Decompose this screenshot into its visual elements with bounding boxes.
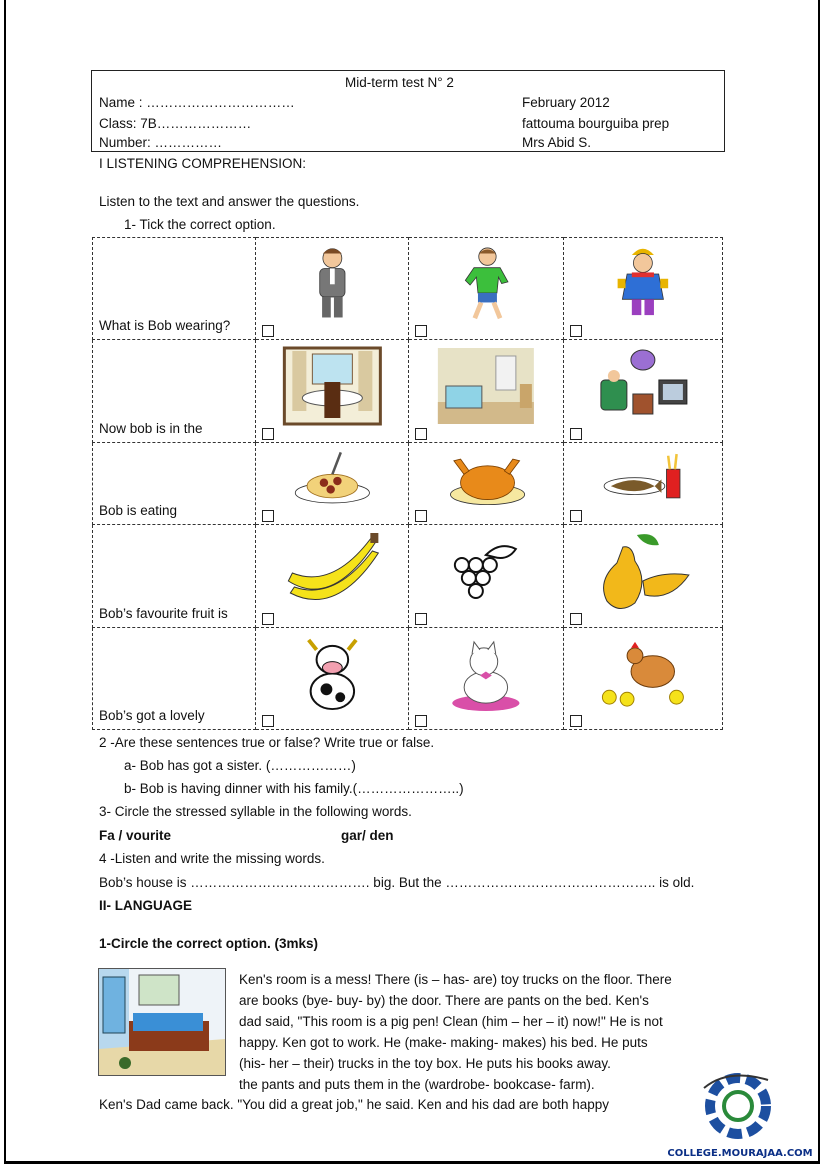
option-cell bbox=[409, 628, 564, 730]
table-row bbox=[93, 628, 723, 730]
option-cell bbox=[255, 340, 409, 443]
hen-and-chicks-icon bbox=[572, 634, 714, 713]
test-title: Mid-term test N° 2 bbox=[345, 75, 454, 90]
option-cell bbox=[564, 238, 723, 340]
table-row bbox=[93, 340, 723, 443]
dining-room-icon bbox=[264, 346, 401, 426]
tick-checkbox[interactable] bbox=[415, 510, 427, 522]
question4: 4 -Listen and write the missing words. bbox=[99, 851, 325, 866]
question-cell: Bob is eating bbox=[93, 443, 256, 525]
pear-icon bbox=[572, 531, 714, 611]
option-cell bbox=[409, 443, 564, 525]
name-field: Name : …………………………… bbox=[99, 95, 295, 110]
option-cell bbox=[409, 525, 564, 628]
boy-in-suit-icon bbox=[264, 244, 401, 323]
table-row bbox=[93, 525, 723, 628]
fish-and-chips-icon bbox=[572, 449, 714, 508]
tick-checkbox[interactable] bbox=[262, 510, 274, 522]
tick-checkbox[interactable] bbox=[262, 613, 274, 625]
banana-icon bbox=[264, 531, 401, 611]
tick-checkbox[interactable] bbox=[415, 715, 427, 727]
option-cell bbox=[564, 443, 723, 525]
option-cell bbox=[255, 525, 409, 628]
spaghetti-icon bbox=[264, 449, 401, 508]
bedroom-icon bbox=[417, 346, 555, 426]
question1-instruction: 1- Tick the correct option. bbox=[124, 217, 276, 232]
teacher-name: Mrs Abid S. bbox=[522, 135, 592, 150]
story-line: Ken's Dad came back. "You did a great job," he said. Ken and his dad are both happy bbox=[99, 1097, 610, 1112]
tick-checkbox[interactable] bbox=[415, 613, 427, 625]
question4-gap-text: Bob’s house is …………………………………. big. But the ……………………………………….. is old. bbox=[99, 875, 695, 890]
tick-options-table bbox=[92, 237, 723, 730]
story-line: (his- her – their) trucks in the toy box. He puts his books away. bbox=[239, 1056, 611, 1071]
boy-in-t-shirt-icon bbox=[417, 244, 555, 323]
question-cell: Bob’s got a lovely bbox=[93, 628, 256, 730]
stress-word-favourite[interactable]: Fa / vourite bbox=[99, 828, 172, 843]
test-date: February 2012 bbox=[522, 95, 610, 110]
option-cell bbox=[409, 340, 564, 443]
tick-checkbox[interactable] bbox=[570, 613, 582, 625]
tick-checkbox[interactable] bbox=[570, 715, 582, 727]
question2: 2 -Are these sentences true or false? Write true or false. bbox=[99, 735, 435, 750]
option-cell bbox=[409, 238, 564, 340]
question2-a: a- Bob has got a sister. (………………) bbox=[124, 758, 356, 773]
tick-checkbox[interactable] bbox=[415, 428, 427, 440]
story-line: the pants and puts them in the (wardrobe- bookcase- farm). bbox=[239, 1077, 595, 1092]
grapes-icon bbox=[417, 531, 555, 611]
tick-checkbox[interactable] bbox=[570, 510, 582, 522]
school-name: fattouma bourguiba prep bbox=[522, 116, 670, 131]
table-row bbox=[93, 238, 723, 340]
option-cell bbox=[564, 525, 723, 628]
cat-icon bbox=[417, 634, 555, 713]
college-mourajaa-logo bbox=[668, 1070, 813, 1162]
boy-in-winter-coat-icon bbox=[572, 244, 714, 323]
tick-checkbox[interactable] bbox=[262, 428, 274, 440]
story-line: happy. Ken got to work. He (make- making- makes) his bed. He puts bbox=[239, 1035, 648, 1050]
table-row bbox=[93, 443, 723, 525]
tick-checkbox[interactable] bbox=[570, 325, 582, 337]
option-cell bbox=[564, 628, 723, 730]
watermark-text: COLLEGE.MOURAJAA.COM bbox=[668, 1148, 813, 1159]
living-room-icon bbox=[572, 346, 714, 426]
option-cell bbox=[255, 628, 409, 730]
section2-title: II- LANGUAGE bbox=[99, 898, 192, 913]
question-cell: Bob’s favourite fruit is bbox=[93, 525, 256, 628]
story-line: Ken's room is a mess! There (is – has- are) toy trucks on the floor. There bbox=[239, 972, 672, 987]
messy-room-illustration bbox=[98, 968, 226, 1076]
option-cell bbox=[255, 443, 409, 525]
tick-checkbox[interactable] bbox=[262, 325, 274, 337]
question3: 3- Circle the stressed syllable in the following words. bbox=[99, 804, 412, 819]
tick-checkbox[interactable] bbox=[570, 428, 582, 440]
cow-icon bbox=[264, 634, 401, 713]
option-cell bbox=[564, 340, 723, 443]
number-field: Number: …………… bbox=[99, 135, 223, 150]
class-field: Class: 7B………………… bbox=[99, 116, 252, 131]
section1-instruction: Listen to the text and answer the questions. bbox=[99, 194, 360, 209]
option-cell bbox=[255, 238, 409, 340]
section2-question1: 1-Circle the correct option. (3mks) bbox=[99, 936, 319, 951]
question-cell: What is Bob wearing? bbox=[93, 238, 256, 340]
tick-checkbox[interactable] bbox=[262, 715, 274, 727]
question2-b: b- Bob is having dinner with his family.(…………………..) bbox=[124, 781, 464, 796]
story-line: dad said, "This room is a pig pen! Clean (him – her – it) now!" He is not bbox=[239, 1014, 663, 1029]
section1-title: I LISTENING COMPREHENSION: bbox=[99, 156, 307, 171]
question-cell: Now bob is in the bbox=[93, 340, 256, 443]
roast-chicken-icon bbox=[417, 449, 555, 508]
stress-word-garden[interactable]: gar/ den bbox=[341, 828, 394, 843]
story-line: are books (bye- buy- by) the door. There are pants on the bed. Ken's bbox=[239, 993, 649, 1008]
tick-checkbox[interactable] bbox=[415, 325, 427, 337]
